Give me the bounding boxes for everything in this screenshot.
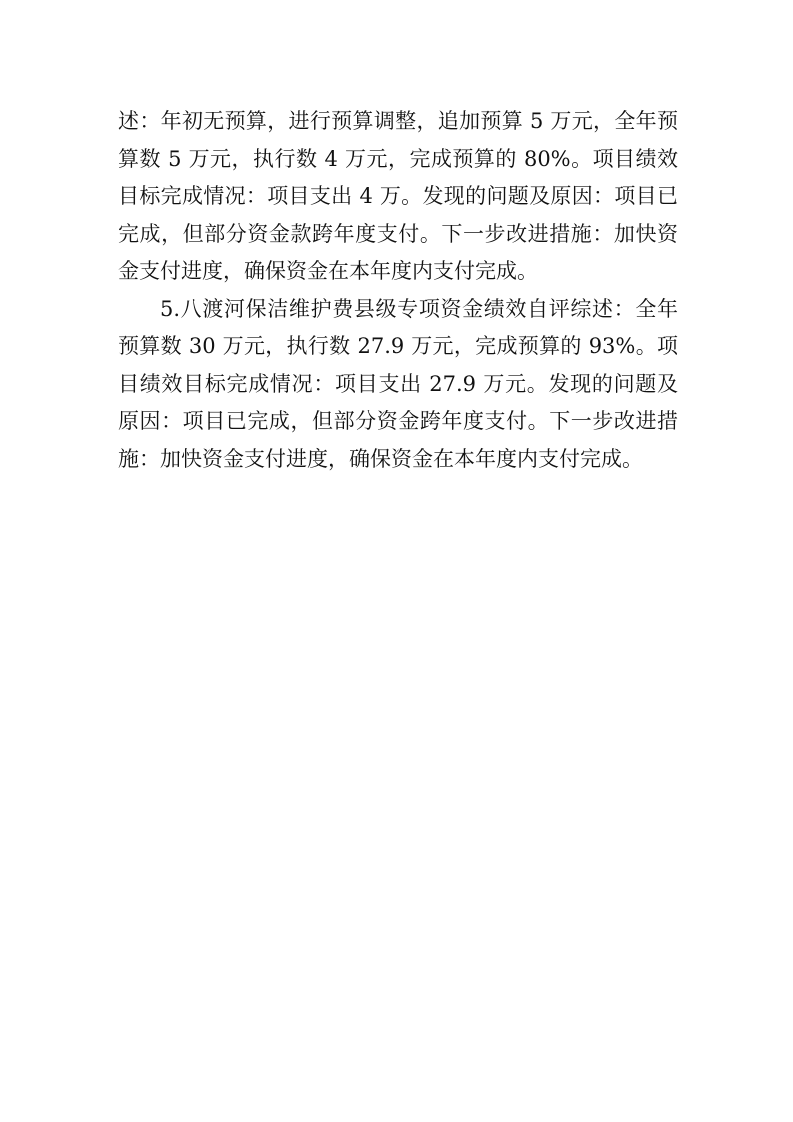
document-body bbox=[118, 103, 678, 478]
paragraph-continuation: 述：年初无预算，进行预算调整，追加预算 5 万元，全年预算数 5 万元，执行数 4 万元，完成预算的 80%。项目绩效目标完成情况：项目支出 4 万。发现的问题及原因：项目已完成，但部分资金款跨年度支付。下一步改进措施：加快资金支付进度，确保资金在本年度内支付完成。 bbox=[118, 109, 678, 283]
paragraph-item-5: 5.八渡河保洁维护费县级专项资金绩效自评综述：全年预算数 30 万元，执行数 27.9 万元，完成预算的 93%。项目绩效目标完成情况：项目支出 27.9 万元。发现的问题及原因：项目已完成，但部分资金跨年度支付。下一步改进措施：加快资金支付进度，确保资金在本年度内支付完成。 bbox=[118, 296, 678, 471]
